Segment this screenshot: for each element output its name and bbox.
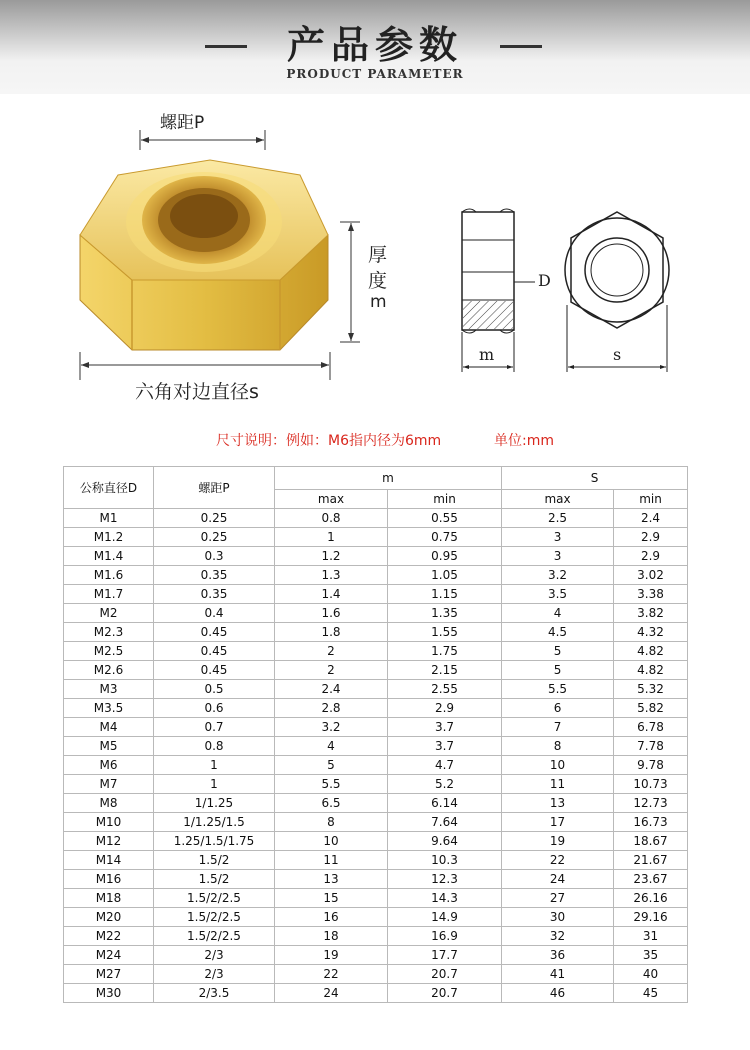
cell-s-max: 2.5: [502, 509, 614, 528]
cell-m-min: 5.2: [388, 775, 502, 794]
cell-s-max: 32: [502, 927, 614, 946]
spec-table-body: [64, 509, 688, 1003]
cell-diameter: M2.3: [64, 623, 154, 642]
cell-m-max: 1: [275, 528, 388, 547]
cell-s-max: 7: [502, 718, 614, 737]
cell-s-max: 27: [502, 889, 614, 908]
cell-s-min: 31: [614, 927, 688, 946]
thickness-label-2: 度: [368, 270, 388, 292]
cell-s-min: 4.82: [614, 642, 688, 661]
cell-s-min: 4.32: [614, 623, 688, 642]
cell-s-min: 5.32: [614, 680, 688, 699]
cell-s-min: 40: [614, 965, 688, 984]
page-subtitle: PRODUCT PARAMETER: [286, 67, 464, 81]
table-row: [64, 851, 688, 870]
cell-s-min: 35: [614, 946, 688, 965]
cell-pitch: 1/1.25: [154, 794, 275, 813]
spec-table: [63, 466, 688, 1003]
cell-s-max: 4.5: [502, 623, 614, 642]
header-s-min: min: [614, 490, 688, 509]
cell-pitch: 0.35: [154, 566, 275, 585]
cell-s-max: 3.2: [502, 566, 614, 585]
cell-m-min: 14.3: [388, 889, 502, 908]
cell-m-max: 1.3: [275, 566, 388, 585]
cell-m-min: 1.15: [388, 585, 502, 604]
cell-pitch: 1: [154, 775, 275, 794]
cell-s-min: 23.67: [614, 870, 688, 889]
cell-m-max: 8: [275, 813, 388, 832]
cell-m-min: 0.55: [388, 509, 502, 528]
cell-diameter: M5: [64, 737, 154, 756]
cell-s-min: 7.78: [614, 737, 688, 756]
header-right-rule: [500, 45, 542, 48]
cell-m-max: 5: [275, 756, 388, 775]
cell-pitch: 0.45: [154, 642, 275, 661]
cell-s-min: 5.82: [614, 699, 688, 718]
cell-m-min: 1.55: [388, 623, 502, 642]
cell-diameter: M2.5: [64, 642, 154, 661]
cell-diameter: M6: [64, 756, 154, 775]
table-row: [64, 585, 688, 604]
cell-s-max: 13: [502, 794, 614, 813]
cell-m-max: 24: [275, 984, 388, 1003]
cell-diameter: M8: [64, 794, 154, 813]
cell-diameter: M27: [64, 965, 154, 984]
table-row: [64, 813, 688, 832]
thickness-label-1: 厚: [368, 244, 388, 266]
cell-m-max: 2: [275, 642, 388, 661]
cell-diameter: M3: [64, 680, 154, 699]
cell-s-min: 3.02: [614, 566, 688, 585]
cell-diameter: M1.2: [64, 528, 154, 547]
cell-pitch: 0.5: [154, 680, 275, 699]
cell-s-max: 8: [502, 737, 614, 756]
cell-m-max: 1.8: [275, 623, 388, 642]
cell-diameter: M1.7: [64, 585, 154, 604]
cell-s-min: 16.73: [614, 813, 688, 832]
cell-diameter: M1.6: [64, 566, 154, 585]
cell-m-min: 14.9: [388, 908, 502, 927]
table-row: [64, 566, 688, 585]
header-m-max: max: [275, 490, 388, 509]
cell-m-min: 0.75: [388, 528, 502, 547]
cell-m-max: 5.5: [275, 775, 388, 794]
table-row: [64, 946, 688, 965]
cell-pitch: 0.6: [154, 699, 275, 718]
cell-s-max: 24: [502, 870, 614, 889]
nut-photo-illustration: [60, 100, 360, 400]
cell-m-min: 20.7: [388, 965, 502, 984]
cell-diameter: M30: [64, 984, 154, 1003]
cell-m-max: 4: [275, 737, 388, 756]
cell-pitch: 2/3.5: [154, 984, 275, 1003]
cell-diameter: M12: [64, 832, 154, 851]
cell-m-min: 12.3: [388, 870, 502, 889]
table-row: [64, 699, 688, 718]
cell-m-min: 4.7: [388, 756, 502, 775]
cell-pitch: 1/1.25/1.5: [154, 813, 275, 832]
cell-s-min: 12.73: [614, 794, 688, 813]
cell-pitch: 1.5/2: [154, 851, 275, 870]
drawing-s-label: s: [613, 345, 622, 364]
cell-m-max: 0.8: [275, 509, 388, 528]
cell-m-min: 1.35: [388, 604, 502, 623]
cell-m-max: 1.4: [275, 585, 388, 604]
table-row: [64, 794, 688, 813]
table-row: [64, 832, 688, 851]
cell-pitch: 1.5/2/2.5: [154, 889, 275, 908]
cell-pitch: 1.5/2: [154, 870, 275, 889]
cell-diameter: M24: [64, 946, 154, 965]
cell-s-max: 4: [502, 604, 614, 623]
cell-s-min: 3.82: [614, 604, 688, 623]
cell-s-max: 11: [502, 775, 614, 794]
table-row: [64, 965, 688, 984]
cell-s-min: 2.9: [614, 547, 688, 566]
cell-s-min: 10.73: [614, 775, 688, 794]
cell-s-min: 3.38: [614, 585, 688, 604]
cell-s-max: 5.5: [502, 680, 614, 699]
cell-m-min: 1.05: [388, 566, 502, 585]
cell-diameter: M7: [64, 775, 154, 794]
cell-pitch: 0.45: [154, 661, 275, 680]
cell-s-max: 3.5: [502, 585, 614, 604]
drawing-m-label: m: [479, 345, 495, 364]
table-row: [64, 756, 688, 775]
cell-pitch: 0.4: [154, 604, 275, 623]
cell-diameter: M20: [64, 908, 154, 927]
drawing-d-label: D: [538, 271, 551, 290]
cell-s-min: 18.67: [614, 832, 688, 851]
cell-s-min: 29.16: [614, 908, 688, 927]
cell-pitch: 0.3: [154, 547, 275, 566]
cell-diameter: M18: [64, 889, 154, 908]
cell-m-min: 9.64: [388, 832, 502, 851]
table-row: [64, 984, 688, 1003]
cell-pitch: 0.25: [154, 509, 275, 528]
cell-m-min: 3.7: [388, 718, 502, 737]
cell-m-max: 18: [275, 927, 388, 946]
cell-m-min: 7.64: [388, 813, 502, 832]
cell-m-min: 10.3: [388, 851, 502, 870]
cell-s-max: 17: [502, 813, 614, 832]
cell-s-min: 21.67: [614, 851, 688, 870]
cell-s-min: 45: [614, 984, 688, 1003]
table-row: [64, 908, 688, 927]
cell-s-max: 6: [502, 699, 614, 718]
cell-m-min: 3.7: [388, 737, 502, 756]
cell-m-max: 1.2: [275, 547, 388, 566]
cell-s-max: 3: [502, 528, 614, 547]
cell-s-max: 46: [502, 984, 614, 1003]
cell-pitch: 1.5/2/2.5: [154, 908, 275, 927]
cell-pitch: 0.8: [154, 737, 275, 756]
header-s-max: max: [502, 490, 614, 509]
cell-pitch: 0.35: [154, 585, 275, 604]
cell-s-max: 41: [502, 965, 614, 984]
width-across-flats-label: 六角对边直径s: [135, 381, 259, 403]
cell-s-min: 4.82: [614, 661, 688, 680]
cell-m-max: 2.4: [275, 680, 388, 699]
cell-diameter: M3.5: [64, 699, 154, 718]
cell-s-max: 10: [502, 756, 614, 775]
cell-diameter: M1: [64, 509, 154, 528]
cell-m-max: 15: [275, 889, 388, 908]
cell-diameter: M16: [64, 870, 154, 889]
table-row: [64, 775, 688, 794]
cell-s-max: 22: [502, 851, 614, 870]
cell-diameter: M2: [64, 604, 154, 623]
cell-m-max: 2: [275, 661, 388, 680]
cell-pitch: 1: [154, 756, 275, 775]
cell-s-min: 26.16: [614, 889, 688, 908]
cell-pitch: 2/3: [154, 965, 275, 984]
cell-m-min: 6.14: [388, 794, 502, 813]
cell-s-max: 36: [502, 946, 614, 965]
cell-m-min: 16.9: [388, 927, 502, 946]
cell-m-min: 1.75: [388, 642, 502, 661]
cell-s-min: 2.9: [614, 528, 688, 547]
cell-m-max: 19: [275, 946, 388, 965]
unit-note: 单位:mm: [494, 433, 554, 449]
cell-pitch: 1.25/1.5/1.75: [154, 832, 275, 851]
table-row: [64, 604, 688, 623]
table-row: [64, 718, 688, 737]
header-s: S: [502, 467, 688, 490]
table-row: [64, 547, 688, 566]
cell-s-max: 19: [502, 832, 614, 851]
cell-diameter: M2.6: [64, 661, 154, 680]
page-title: 产品参数: [286, 22, 463, 67]
thickness-label-3: m: [370, 292, 387, 312]
cell-diameter: M10: [64, 813, 154, 832]
cell-m-max: 6.5: [275, 794, 388, 813]
cell-pitch: 2/3: [154, 946, 275, 965]
cell-m-min: 17.7: [388, 946, 502, 965]
table-row: [64, 889, 688, 908]
cell-m-min: 20.7: [388, 984, 502, 1003]
cell-m-min: 2.55: [388, 680, 502, 699]
cell-s-min: 2.4: [614, 509, 688, 528]
cell-m-max: 16: [275, 908, 388, 927]
cell-pitch: 0.7: [154, 718, 275, 737]
pitch-label: 螺距P: [160, 113, 205, 133]
table-row: [64, 870, 688, 889]
table-row: [64, 528, 688, 547]
size-note: 尺寸说明：例如：M6指内径为6mm: [216, 433, 442, 449]
cell-m-max: 22: [275, 965, 388, 984]
cell-diameter: M1.4: [64, 547, 154, 566]
cell-m-max: 3.2: [275, 718, 388, 737]
header-m-min: min: [388, 490, 502, 509]
cell-s-max: 5: [502, 661, 614, 680]
cell-diameter: M14: [64, 851, 154, 870]
cell-m-max: 10: [275, 832, 388, 851]
cell-m-max: 1.6: [275, 604, 388, 623]
table-row: [64, 680, 688, 699]
cell-s-min: 6.78: [614, 718, 688, 737]
cell-pitch: 0.25: [154, 528, 275, 547]
table-row: [64, 509, 688, 528]
cell-s-min: 9.78: [614, 756, 688, 775]
cell-pitch: 0.45: [154, 623, 275, 642]
table-row: [64, 661, 688, 680]
cell-m-max: 2.8: [275, 699, 388, 718]
header-banner: [0, 0, 750, 94]
table-row: [64, 642, 688, 661]
cell-m-max: 13: [275, 870, 388, 889]
cell-s-max: 30: [502, 908, 614, 927]
cell-m-max: 11: [275, 851, 388, 870]
header-m: m: [275, 467, 502, 490]
cell-s-max: 3: [502, 547, 614, 566]
cell-diameter: M4: [64, 718, 154, 737]
table-row: [64, 623, 688, 642]
cell-diameter: M22: [64, 927, 154, 946]
cell-m-min: 0.95: [388, 547, 502, 566]
cell-m-min: 2.15: [388, 661, 502, 680]
header-nominal-diameter: 公称直径D: [64, 467, 154, 509]
cell-pitch: 1.5/2/2.5: [154, 927, 275, 946]
table-row: [64, 737, 688, 756]
cell-m-min: 2.9: [388, 699, 502, 718]
cell-s-max: 5: [502, 642, 614, 661]
table-row: [64, 927, 688, 946]
header-pitch: 螺距P: [154, 467, 275, 509]
